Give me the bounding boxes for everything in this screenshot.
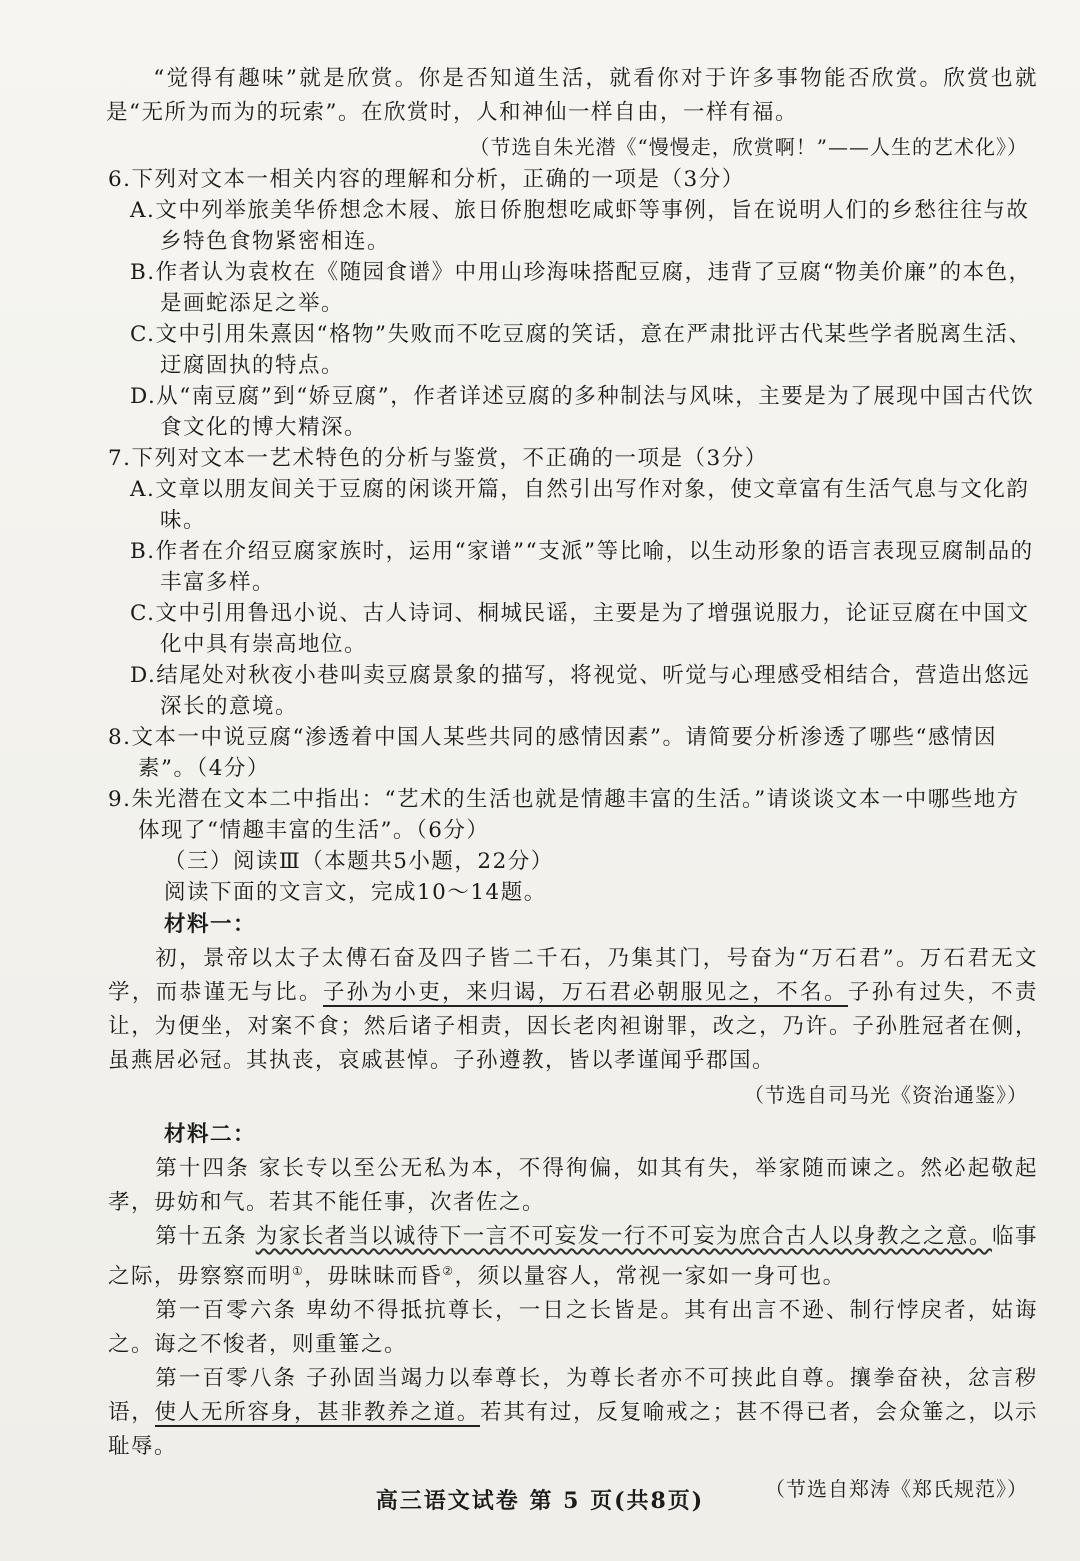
material-1-text-a: 初，景帝以太子太傅石奋及四子皆二千石，乃集其门，号奋为“万石君”。万石君无文学，而恭谨无与比。: [108, 946, 1038, 1005]
article-106: 第一百零六条 卑幼不得抵抗尊长，一日之长皆是。其有出言不逊、制行悖戾者，姑诲之。诲之不悛者，则重箠之。: [108, 1298, 1038, 1358]
article-15-text-c: ，毋昧昧而昏: [304, 1264, 443, 1290]
article-108-text-a: 第一百零八条 子孙固当竭力以奉尊长，为尊长者亦不可挟此自尊。攘拳奋袂，忿言秽语，: [108, 1366, 1038, 1426]
material-1-text-b: 子孙有过失，不责让，为便坐，对案不食；然后诸子相责，因长老肉袒谢罪，改之，乃许。子孙胜冠者在侧，虽燕居必冠。其执丧，哀戚甚悼。子孙遵教，皆以孝谨闻乎郡国。: [108, 980, 1038, 1073]
material-1-text: [108, 942, 1038, 1078]
article-14: 第十四条 家长专以至公无私为本，不得徇偏，如其有失，举家随而谏之。然必起敬起孝，毋妨和气。若其不能任事，次者佐之。: [108, 1156, 1038, 1215]
text2-source: （节选自朱光潜《“慢慢走，欣赏啊！”——人生的艺术化》）: [469, 135, 1028, 159]
footnote-mark-2: ②: [442, 1264, 455, 1278]
q6-stem: 6.下列对文本一相关内容的理解和分析，正确的一项是（3分）: [108, 167, 745, 192]
text2-paragraph: “觉得有趣味”就是欣赏。你是否知道生活，就看你对于许多事物能否欣赏。欣赏也就是“无所为而为的玩索”。在欣赏时，人和神仙一样自由，一样有福。: [106, 66, 1038, 125]
article-108: [108, 1362, 1038, 1464]
q7-option-a: A.文章以朋友间关于豆腐的闲谈开篇，自然引出写作对象，使文章富有生活气息与文化韵味。: [130, 477, 1030, 533]
question-7: [108, 443, 1038, 722]
article-15-number: 第十五条: [155, 1224, 256, 1249]
page-footer: 高三语文试卷 第 5 页(共8页): [375, 1488, 705, 1514]
q6-option-d: D.从“南豆腐”到“娇豆腐”，作者详述豆腐的多种制法与风味，主要是为了展现中国古代饮食文化的博大精深。: [130, 384, 1035, 440]
question-6: [108, 164, 1038, 443]
q7-option-c: C.文中引用鲁迅小说、古人诗词、桐城民谣，主要是为了增强说服力，论证豆腐在中国文化中具有崇高地位。: [130, 601, 1030, 657]
section-3-instruction: 阅读下面的文言文，完成10～14题。: [164, 880, 547, 905]
article-15: [108, 1220, 1038, 1294]
material-2-source: （节选自郑涛《郑氏规范》）: [765, 1477, 1028, 1502]
footnote-mark-1: ①: [292, 1264, 305, 1278]
material-2-label: 材料二：: [164, 1122, 257, 1147]
q7-stem: 7.下列对文本一艺术特色的分析与鉴赏，不正确的一项是（3分）: [108, 446, 768, 471]
q7-option-b: B.作者在介绍豆腐家族时，运用“家谱”“支派”等比喻，以生动形象的语言表现豆腐制品的丰富多样。: [130, 539, 1034, 595]
question-8: 8.文本一中说豆腐“渗透着中国人某些共同的感情因素”。请简要分析渗透了哪些“感情因素”。（4分）: [108, 725, 997, 781]
article-15-text-d: ，须以量容人，常视一家如一身可也。: [454, 1264, 846, 1290]
q7-option-d: D.结尾处对秋夜小巷叫卖豆腐景象的描写，将视觉、听觉与心理感受相结合，营造出悠远深长的意境。: [130, 663, 1031, 719]
material-1-label: 材料一：: [164, 912, 257, 937]
material-1-underlined-sentence: 子孙为小吏，来归谒，万石君必朝服见之，不名。: [322, 980, 848, 1005]
q6-option-c: C.文中引用朱熹因“格物”失败而不吃豆腐的笑话，意在严肃批评古代某些学者脱离生活、迂腐固执的特点。: [130, 322, 1032, 378]
question-9: 9.朱光潜在文本二中指出：“艺术的生活也就是情趣丰富的生活。”请谈谈文本一中哪些地方体现了“情趣丰富的生活”。（6分）: [108, 787, 1020, 843]
q6-option-a: A.文中列举旅美华侨想念木屐、旅日侨胞想吃咸虾等事例，旨在说明人们的乡愁往往与故乡特色食物紧密相连。: [130, 198, 1030, 254]
q6-option-b: B.作者认为袁枚在《随园食谱》中用山珍海味搭配豆腐，违背了豆腐“物美价廉”的本色，是画蛇添足之举。: [130, 260, 1032, 316]
article-15-wavy-sentence: 为家长者当以诚待下一言不可妄发一行不可妄为庶合古人以身教之之意。: [255, 1224, 992, 1249]
material-1-source: （节选自司马光《资治通鉴》）: [744, 1083, 1028, 1107]
article-15-text-b: 临事之际，毋察察而明: [108, 1224, 1038, 1290]
article-108-underlined-sentence: 使人无所容身，甚非教养之道。: [154, 1400, 481, 1426]
section-3-title: （三）阅读Ⅲ（本题共5小题，22分）: [164, 849, 554, 874]
article-108-text-b: 若其有过，反复喻戒之；甚不得已者，会众箠之，以示耻辱。: [108, 1400, 1038, 1460]
